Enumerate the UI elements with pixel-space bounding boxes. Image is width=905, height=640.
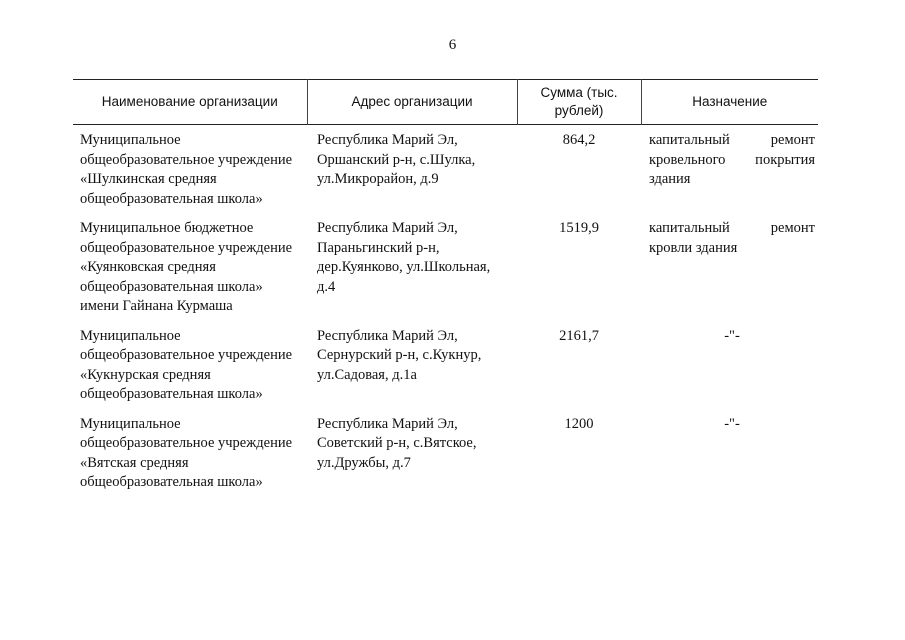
header-organization-address: Адрес организации (307, 80, 517, 125)
header-sum: Сумма (тыс. рублей) (517, 80, 641, 125)
table-row (73, 407, 818, 495)
header-purpose: Назначение (641, 80, 818, 125)
page-number: 6 (448, 37, 457, 53)
organization-address-cell: Республика Марий Эл, Сернурский р-н, с.Кукнур, ул.Садовая, д.1а (317, 327, 482, 383)
sum-cell: 2161,7 (559, 327, 599, 344)
organization-name-cell: Муниципальное бюджетное общеобразовательное учреждение «Куянковская средняя общеобразовательная школа» имени Гайнана Курмаша (80, 220, 293, 314)
table-row (73, 319, 818, 407)
organization-address-cell: Республика Марий Эл, Оршанский р-н, с.Шулка, ул.Микрорайон, д.9 (317, 132, 476, 187)
organization-name-cell: Муниципальное общеобразовательное учреждение «Кукнурская средняя общеобразовательная школа» (80, 327, 293, 402)
allocation-table (73, 79, 818, 495)
sum-cell: 864,2 (562, 132, 596, 148)
purpose-cell: капитальный ремонт кровельного покрытия здания (649, 132, 815, 187)
header-organization-name: Наименование организации (101, 94, 278, 109)
table-row (73, 125, 818, 212)
sum-cell: 1519,9 (559, 220, 599, 236)
table-header-row (73, 80, 818, 125)
table-row (73, 211, 818, 319)
organization-name-cell: Муниципальное общеобразовательное учреждение «Вятская средняя общеобразовательная школа» (80, 415, 293, 490)
organization-name-cell: Муниципальное общеобразовательное учреждение «Шулкинская средняя общеобразовательная школа» (80, 132, 293, 207)
sum-cell: 1200 (564, 415, 594, 432)
purpose-cell: -"- (724, 415, 740, 432)
organization-address-cell: Республика Марий Эл, Параньгинский р-н, дер.Куянково, ул.Школьная, д.4 (317, 220, 491, 295)
organization-address-cell: Республика Марий Эл, Советский р-н, с.Вятское, ул.Дружбы, д.7 (317, 415, 477, 471)
purpose-cell: капитальный ремонт кровли здания (649, 220, 815, 256)
purpose-cell: -"- (724, 327, 740, 344)
